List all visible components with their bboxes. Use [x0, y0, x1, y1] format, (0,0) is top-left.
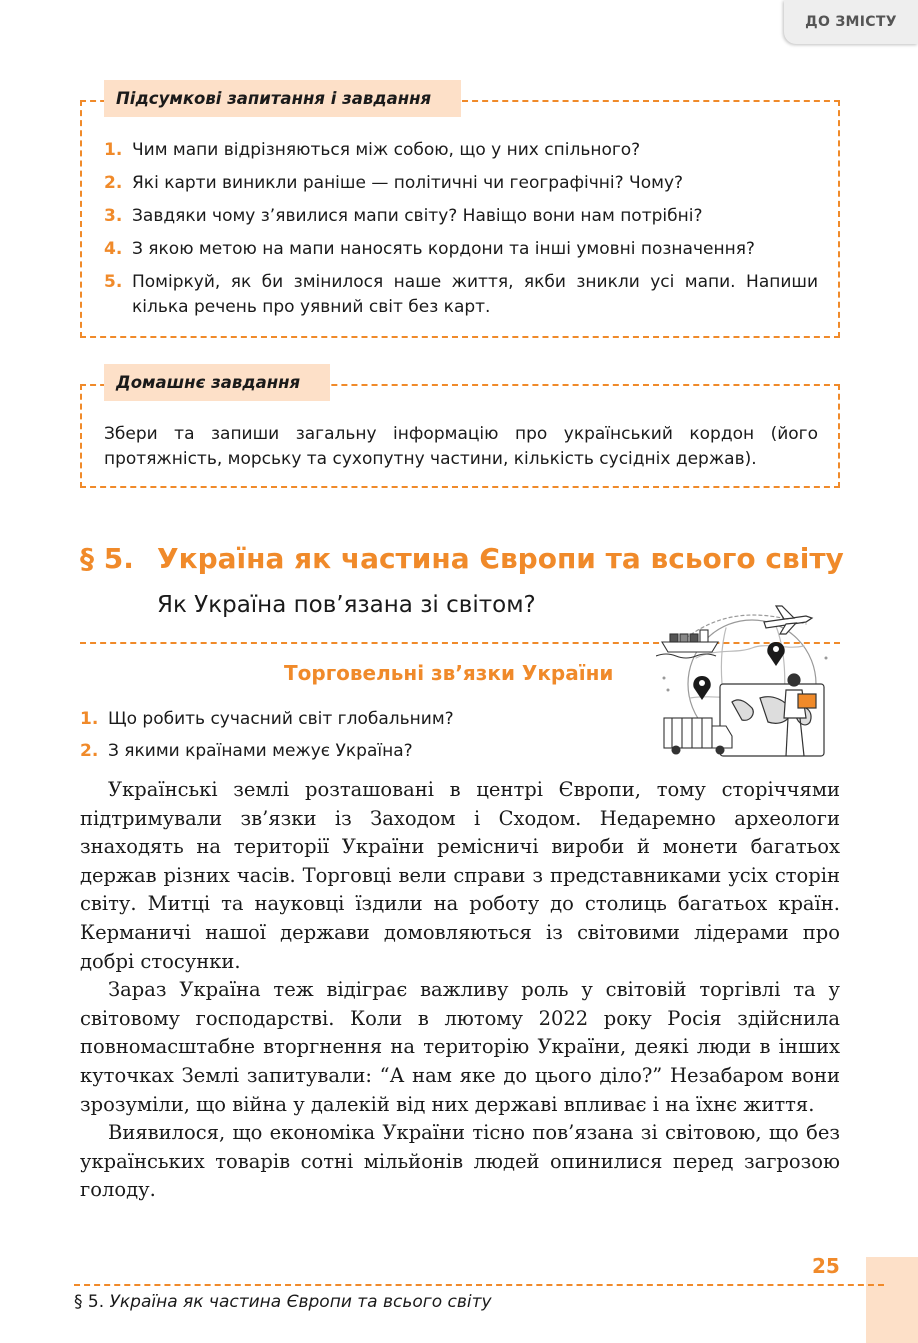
review-question-list [104, 138, 818, 328]
question-text: Чим мапи відрізняються між собою, що у них спільного? [132, 140, 641, 160]
list-item [104, 138, 818, 163]
subsection-title: Торговельні зв’язки України [284, 661, 614, 685]
running-head-title: Україна як частина Європи та всього світу [109, 1292, 492, 1312]
review-box-title: Підсумкові запитання і завдання [104, 80, 461, 117]
cargo-ship-icon [656, 630, 718, 658]
homework-text: Збери та запиши загальну інформацію про український кордон (його протяжність, морську та сухопутну частини, кількість сусідніх держав). [104, 424, 818, 469]
question-text: З якою метою на мапи наносять кордони та інші умовні позначення? [132, 239, 755, 259]
list-item [104, 237, 818, 262]
paragraph: Українські землі розташовані в центрі Європи, тому сторіччями підтримували зв’язки із Заходом і Сходом. Недаремно археологи знаходять на території України ремісничі вироби й монети багатьох держав різних часів. Торговці вели справи з представниками усіх сторін світу. Митці та науковці їздили на роботу до столиць багатьох країн. Керманичі нашої держави домовляються із світовими лідерами про добрі стосунки. [80, 778, 840, 973]
airplane-icon [764, 606, 812, 634]
list-item [104, 204, 818, 229]
running-head-number: § 5. [74, 1292, 105, 1312]
section-number: § 5. [80, 542, 134, 575]
running-head [74, 1292, 492, 1312]
warmup-question-list [80, 707, 640, 771]
question-number: 2. [104, 173, 123, 193]
page-number: 25 [812, 1254, 840, 1278]
list-item [104, 171, 818, 196]
section-title: Україна як частина Європи та всього світу [157, 542, 844, 575]
question-text: Які карти виникли раніше — політичні чи географічні? Чому? [132, 173, 684, 193]
question-number: 1. [80, 709, 99, 729]
location-pin-icon [767, 642, 784, 666]
paragraph: Зараз Україна теж відіграє важливу роль у світовій торгівлі та у світовому господарстві. Коли в лютому 2022 року Росія здійснила повномасштабне вторгнення на територію України, деякі люди в інших куточках Землі запитували: “А нам яке до цього діло?” Незабаром вони зрозуміли, що війна у далекій від них державі впливає і на їхнє життя. [80, 978, 840, 1116]
question-text: З якими країнами межує Україна? [108, 741, 413, 761]
question-text: Що робить сучасний світ глобальним? [108, 709, 454, 729]
review-questions-box [80, 89, 840, 338]
question-text: Завдяки чому з’явилися мапи світу? Навіщо вони нам потрібні? [132, 206, 703, 226]
homework-box [80, 373, 840, 488]
table-of-contents-button[interactable]: ДО ЗМІСТУ [784, 0, 918, 44]
paragraph: Виявилося, що економіка України тісно пов’язана зі світовою, що без українських товарів сотні мільйонів людей опинилися перед загрозою голоду. [80, 1121, 840, 1202]
question-number: 1. [104, 140, 123, 160]
section-question: Як Україна пов’язана зі світом? [157, 592, 536, 618]
question-text: Поміркуй, як би змінилося наше життя, якби зникли усі мапи. Напиши кілька речень про уявний світ без карт. [132, 272, 818, 317]
list-item [80, 739, 640, 764]
question-number: 2. [80, 741, 99, 761]
question-number: 5. [104, 272, 123, 292]
question-number: 3. [104, 206, 123, 226]
body-text [80, 776, 840, 1205]
list-item [80, 707, 640, 732]
global-trade-illustration [656, 598, 840, 764]
list-item [104, 270, 818, 320]
question-number: 4. [104, 239, 123, 259]
page-number-tab [866, 1257, 918, 1343]
homework-box-title: Домашнє завдання [104, 364, 330, 401]
footer-divider [74, 1284, 884, 1286]
